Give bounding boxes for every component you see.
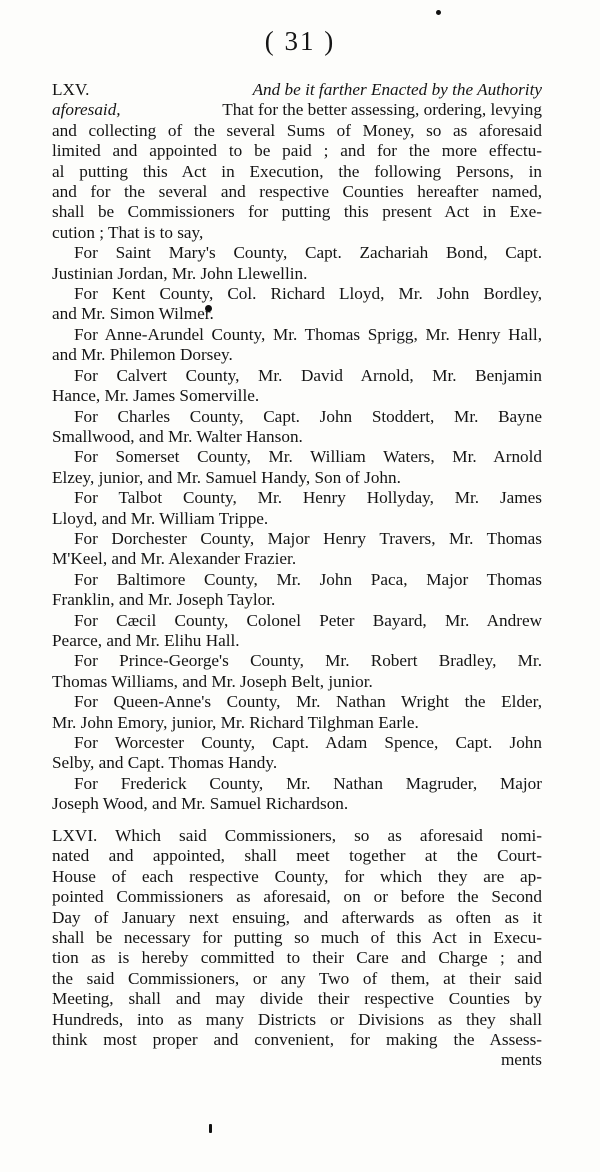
page-number: ( 31 )	[264, 26, 336, 56]
county-line: For Talbot County, Mr. Henry Hollyday, Mr. James	[74, 488, 542, 508]
county-line: For Cæcil County, Colonel Peter Bayard, Mr. Andrew	[74, 610, 542, 630]
ink-speck	[209, 1124, 212, 1133]
county-line: For Frederick County, Mr. Nathan Magruder, Major	[74, 773, 542, 793]
county-line: For Saint Mary's County, Capt. Zachariah Bond, Capt.	[74, 243, 542, 263]
section-65-line: aforesaid, That for the better assessing, ordering, levying	[52, 100, 542, 120]
ink-speck	[436, 10, 441, 15]
section-66-line: tion as is hereby committed to their Care and Charge ; and	[52, 948, 542, 968]
county-line: For Somerset County, Mr. William Waters, Mr. Arnold	[74, 447, 542, 467]
county-line: Mr. John Emory, junior, Mr. Richard Tilghman Earle.	[52, 712, 419, 732]
county-line: For Prince-George's County, Mr. Robert Bradley, Mr.	[74, 651, 542, 671]
section-65-line: cution ; That is to say,	[52, 222, 204, 242]
section-65-line: LXV. And be it farther Enacted by the Authority	[52, 80, 542, 99]
county-line: and Mr. Philemon Dorsey.	[52, 345, 233, 365]
section-65-line: shall be Commissioners for putting this present Act in Exe-	[52, 202, 542, 222]
county-line: For Calvert County, Mr. David Arnold, Mr. Benjamin	[74, 365, 542, 385]
section-66	[52, 826, 542, 1071]
county-line: For Baltimore County, Mr. John Paca, Major Thomas	[74, 569, 542, 589]
section-66-line: the said Commissioners, or any Two of them, at their said	[52, 968, 542, 988]
county-line: Joseph Wood, and Mr. Samuel Richardson.	[52, 794, 349, 814]
county-line: Smallwood, and Mr. Walter Hanson.	[52, 426, 303, 446]
county-line: Franklin, and Mr. Joseph Taylor.	[52, 590, 276, 610]
catchword: ments	[500, 1050, 542, 1070]
section-65-line: limited and appointed to be paid ; and for the more effectu-	[52, 141, 542, 161]
county-line: For Worcester County, Capt. Adam Spence, Capt. John	[74, 733, 542, 752]
section-65-line: and collecting of the several Sums of Money, so as aforesaid	[52, 120, 542, 140]
county-line: Pearce, and Mr. Elihu Hall.	[52, 630, 240, 650]
section-65-line: al putting this Act in Execution, the following Persons, in	[52, 161, 542, 181]
section-66-line: Day of January next ensuing, and afterwards as often as it	[52, 907, 542, 927]
county-line: For Dorchester County, Major Henry Travers, Mr. Thomas	[74, 528, 542, 548]
county-line: and Mr. Simon Wilmer.	[52, 304, 214, 324]
section-66-line: nated and appointed, shall meet together at the Court-	[52, 846, 542, 866]
section-66-line: shall be necessary for putting so much of this Act in Execu-	[52, 928, 542, 948]
section-66-line: Meeting, shall and may divide their respective Counties by	[52, 989, 542, 1009]
county-commissioners-list	[52, 243, 542, 814]
county-line: M'Keel, and Mr. Alexander Frazier.	[52, 549, 297, 569]
section-65	[52, 80, 542, 815]
county-line: Selby, and Capt. Thomas Handy.	[52, 753, 278, 773]
county-line: For Queen-Anne's County, Mr. Nathan Wright the Elder,	[74, 692, 542, 712]
county-line: Elzey, junior, and Mr. Samuel Handy, Son of John.	[52, 467, 401, 487]
county-line: Thomas Williams, and Mr. Joseph Belt, junior.	[52, 671, 373, 691]
county-line: Justinian Jordan, Mr. John Llewellin.	[52, 263, 308, 283]
section-65-line: and for the several and respective Counties hereafter named,	[52, 182, 542, 202]
section-66-line: pointed Commissioners as aforesaid, on or before the Second	[52, 887, 542, 907]
county-line: For Kent County, Col. Richard Lloyd, Mr. John Bordley,	[74, 284, 542, 304]
county-line: For Charles County, Capt. John Stoddert, Mr. Bayne	[74, 406, 542, 426]
section-66-line: think most proper and convenient, for making the Assess-	[52, 1030, 542, 1050]
section-66-line: LXVI. Which said Commissioners, so as aforesaid nomi-	[52, 826, 542, 845]
county-line: Lloyd, and Mr. William Trippe.	[52, 508, 269, 528]
section-66-line: Hundreds, into as many Districts or Divisions as they shall	[52, 1009, 542, 1029]
county-line: Hance, Mr. James Somerville.	[52, 386, 260, 406]
section-66-line: House of each respective County, for which they are ap-	[52, 866, 542, 886]
county-line: For Anne-Arundel County, Mr. Thomas Sprigg, Mr. Henry Hall,	[74, 324, 542, 344]
